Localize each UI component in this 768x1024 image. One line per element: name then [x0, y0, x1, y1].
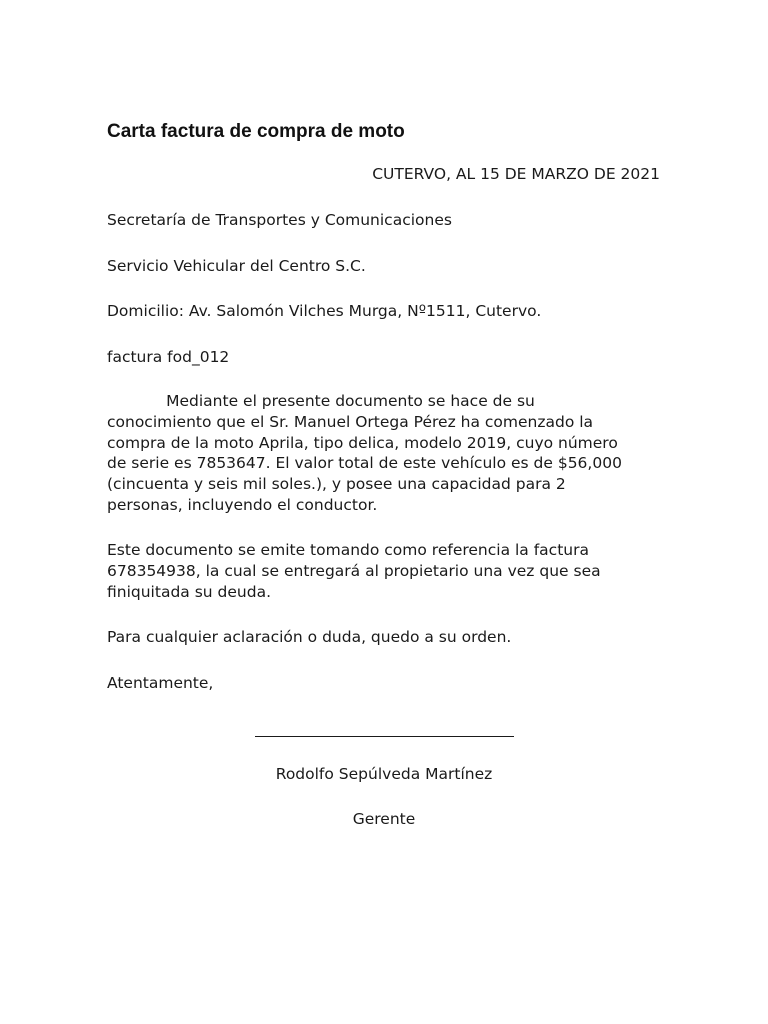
paragraph-line: Para cualquier aclaración o duda, quedo a su orden. — [107, 628, 512, 646]
invoice-reference: factura fod_012 — [107, 348, 230, 366]
recipient-address: Domicilio: Av. Salomón Vilches Murga, Nº1511, Cutervo. — [107, 302, 542, 320]
paragraph-line: 678354938, la cual se entregará al propietario una vez que sea — [107, 561, 601, 580]
document-title: Carta factura de compra de moto — [107, 121, 405, 142]
paragraph-line: Este documento se emite tomando como referencia la factura — [107, 541, 589, 559]
paragraph-line: de serie es 7853647. El valor total de este vehículo es de $56,000 — [107, 454, 622, 473]
paragraph-line: conocimiento que el Sr. Manuel Ortega Pérez ha comenzado la — [107, 412, 594, 431]
place-date: CUTERVO, AL 15 DE MARZO DE 2021 — [372, 165, 660, 183]
paragraph-line: compra de la moto Aprila, tipo delica, modelo 2019, cuyo número — [107, 433, 618, 452]
paragraph-line: finiquitada su deuda. — [107, 582, 271, 601]
body-paragraph-1 — [107, 391, 667, 516]
recipient-service: Servicio Vehicular del Centro S.C. — [107, 257, 366, 275]
paragraph-line: personas, incluyendo el conductor. — [107, 495, 378, 514]
signature-line — [255, 736, 514, 737]
signer-name: Rodolfo Sepúlveda Martínez — [275, 765, 493, 783]
paragraph-line: (cincuenta y seis mil soles.), y posee una capacidad para 2 — [107, 475, 566, 494]
closing-text: Atentamente, — [107, 674, 214, 692]
signer-role: Gerente — [352, 810, 416, 828]
recipient-institution: Secretaría de Transportes y Comunicaciones — [107, 211, 452, 229]
closing-salutation — [107, 673, 667, 694]
paragraph-line: Mediante el presente documento se hace de su — [107, 392, 535, 410]
body-paragraph-2 — [107, 540, 667, 602]
body-paragraph-3 — [107, 627, 667, 648]
